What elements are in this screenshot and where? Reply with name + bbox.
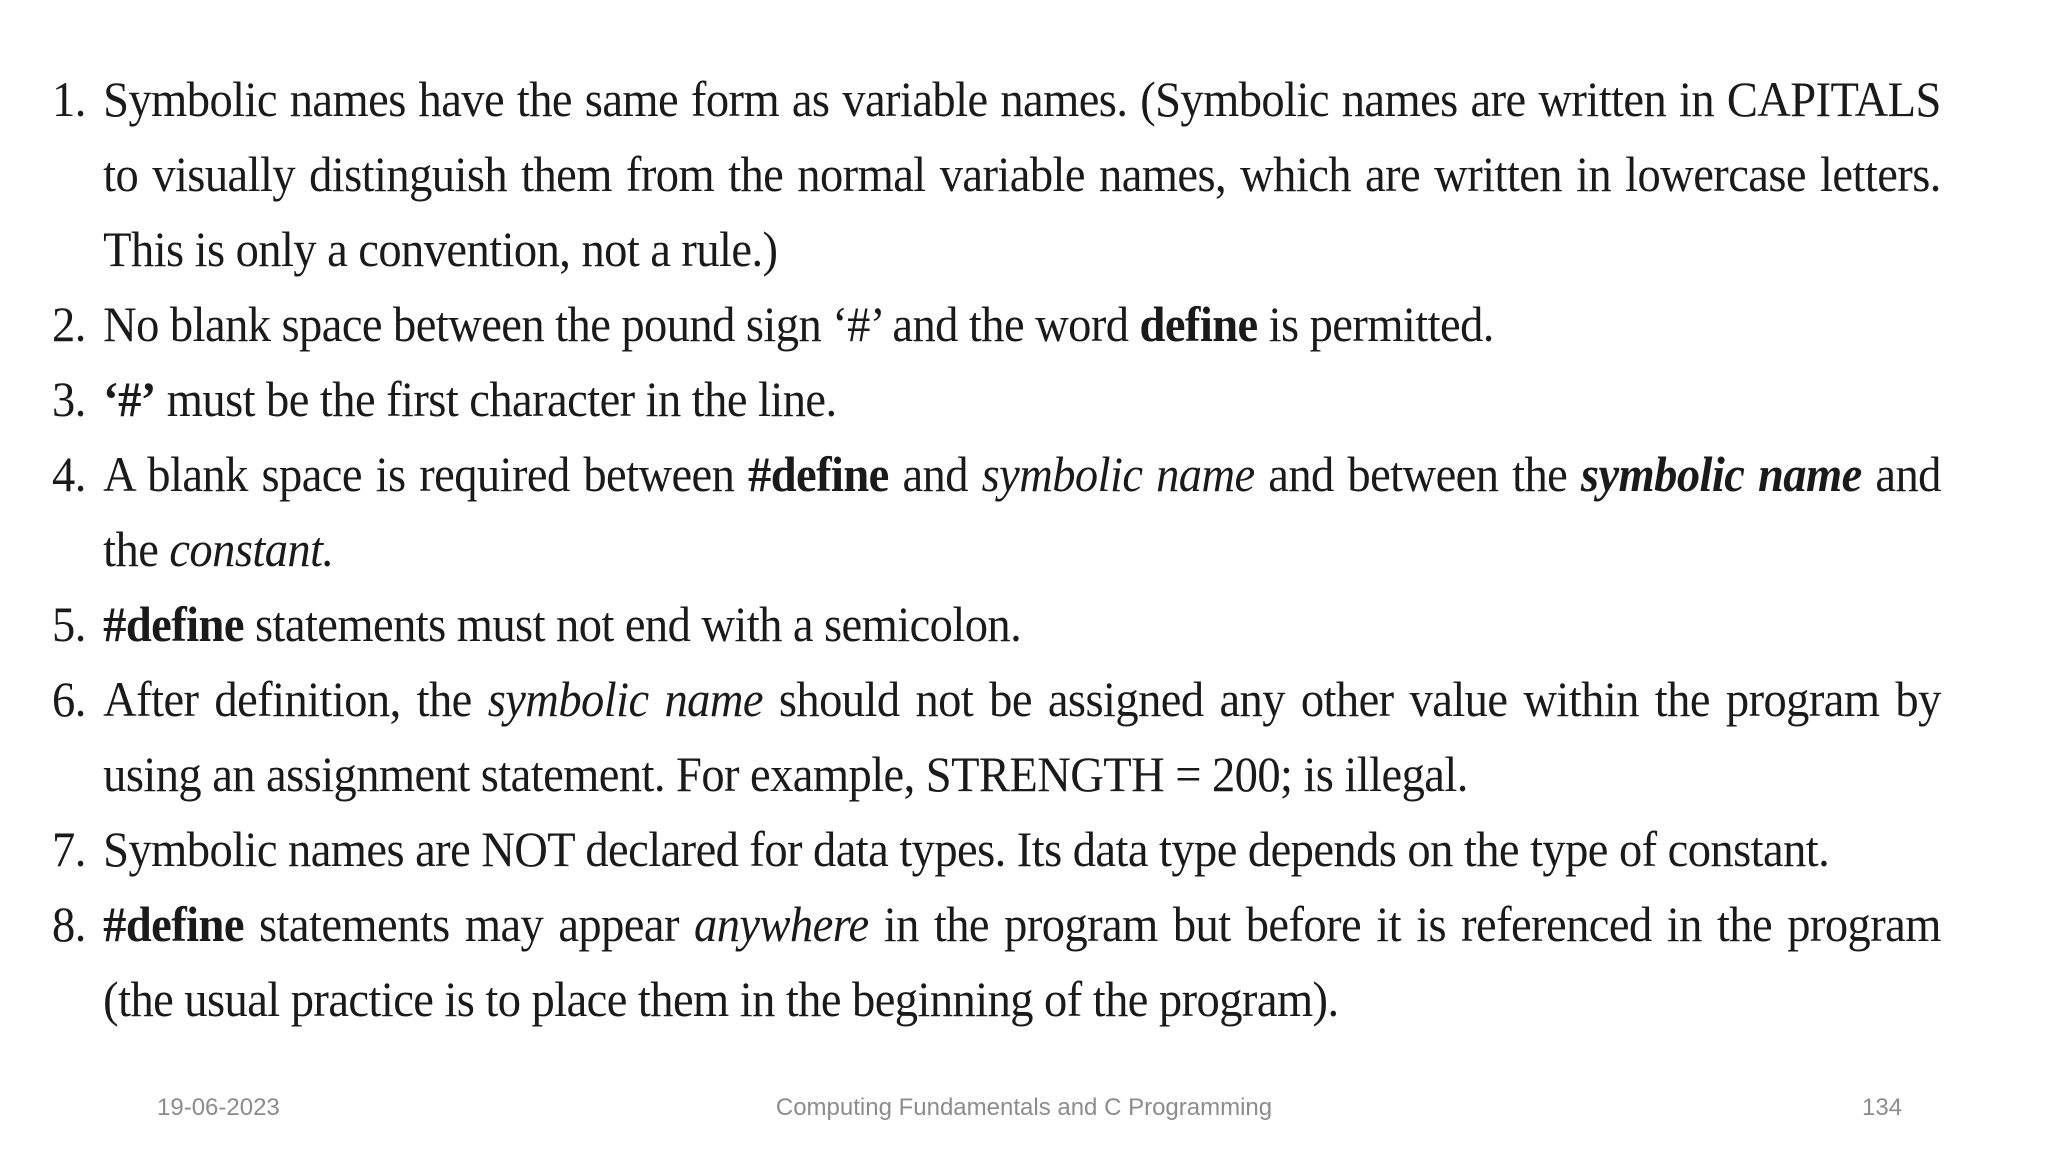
rule-text-segment: ‘#’ (103, 371, 156, 427)
rule-number: 2. (52, 296, 86, 352)
rule-text-segment: Symbolic names are NOT declared for data types. Its data type depends on the type of constant. (103, 821, 1830, 877)
rule-text-segment: symbolic name (1580, 446, 1862, 502)
rule-number: 7. (52, 821, 86, 877)
rule-number: 5. (52, 596, 86, 652)
rule-text-segment: and between the (1254, 446, 1581, 502)
rule-text-segment: statements must not end with a semicolon. (243, 596, 1022, 652)
rule-number: 1. (52, 71, 86, 127)
footer-date: 19-06-2023 (157, 1094, 280, 1121)
rule-item (52, 887, 1941, 1037)
rule-number: 8. (52, 896, 86, 952)
rule-item (52, 287, 1941, 362)
rule-text-segment: No blank space between the pound sign ‘#’ and the word (103, 296, 1140, 352)
rule-item (52, 437, 1941, 587)
rule-text-segment: define (1139, 296, 1258, 352)
rule-text-segment: anywhere (694, 896, 869, 952)
rule-item (52, 587, 1941, 662)
rule-text-segment: Symbolic names have the same form as variable names. (Symbolic names are written in CAPITALS to visually distinguish them from the normal variable names, which are written in lowercase letters. This is only a convention, not a rule.) (103, 71, 1941, 277)
rule-text-segment: is permitted. (1257, 296, 1494, 352)
rule-text-segment: A blank space is required between (103, 446, 749, 502)
rule-text-segment: and (888, 446, 982, 502)
rule-number: 3. (52, 371, 86, 427)
rule-text-segment: #define (103, 896, 244, 952)
rule-text-segment: and the (103, 446, 1941, 577)
rule-number: 4. (52, 446, 86, 502)
rules-list (52, 62, 1941, 1037)
footer-title: Computing Fundamentals and C Programming (775, 1094, 1273, 1121)
rule-item (52, 362, 1941, 437)
rule-item (52, 62, 1941, 287)
rule-text-segment: should not be assigned any other value within the program by using an assignment statement. For example, STRENGTH = 200; is illegal. (103, 671, 1941, 802)
rule-text-segment: #define (748, 446, 889, 502)
rule-text-segment: statements may appear (243, 896, 695, 952)
rule-text-segment: constant. (169, 521, 334, 577)
rule-number: 6. (52, 671, 86, 727)
footer-page-number: 134 (1862, 1094, 1903, 1121)
rule-text-segment: symbolic name (487, 671, 763, 727)
rule-text-segment: symbolic name (981, 446, 1255, 502)
rule-text-segment: must be the first character in the line. (155, 371, 837, 427)
rule-text-segment: #define (103, 596, 244, 652)
rule-text-segment: in the program but before it is referenced in the program (the usual practice is to place them in the beginning of the program). (103, 896, 1941, 1027)
rule-item (52, 812, 1941, 887)
rule-text-segment: After definition, the (103, 671, 488, 727)
rule-item (52, 662, 1941, 812)
